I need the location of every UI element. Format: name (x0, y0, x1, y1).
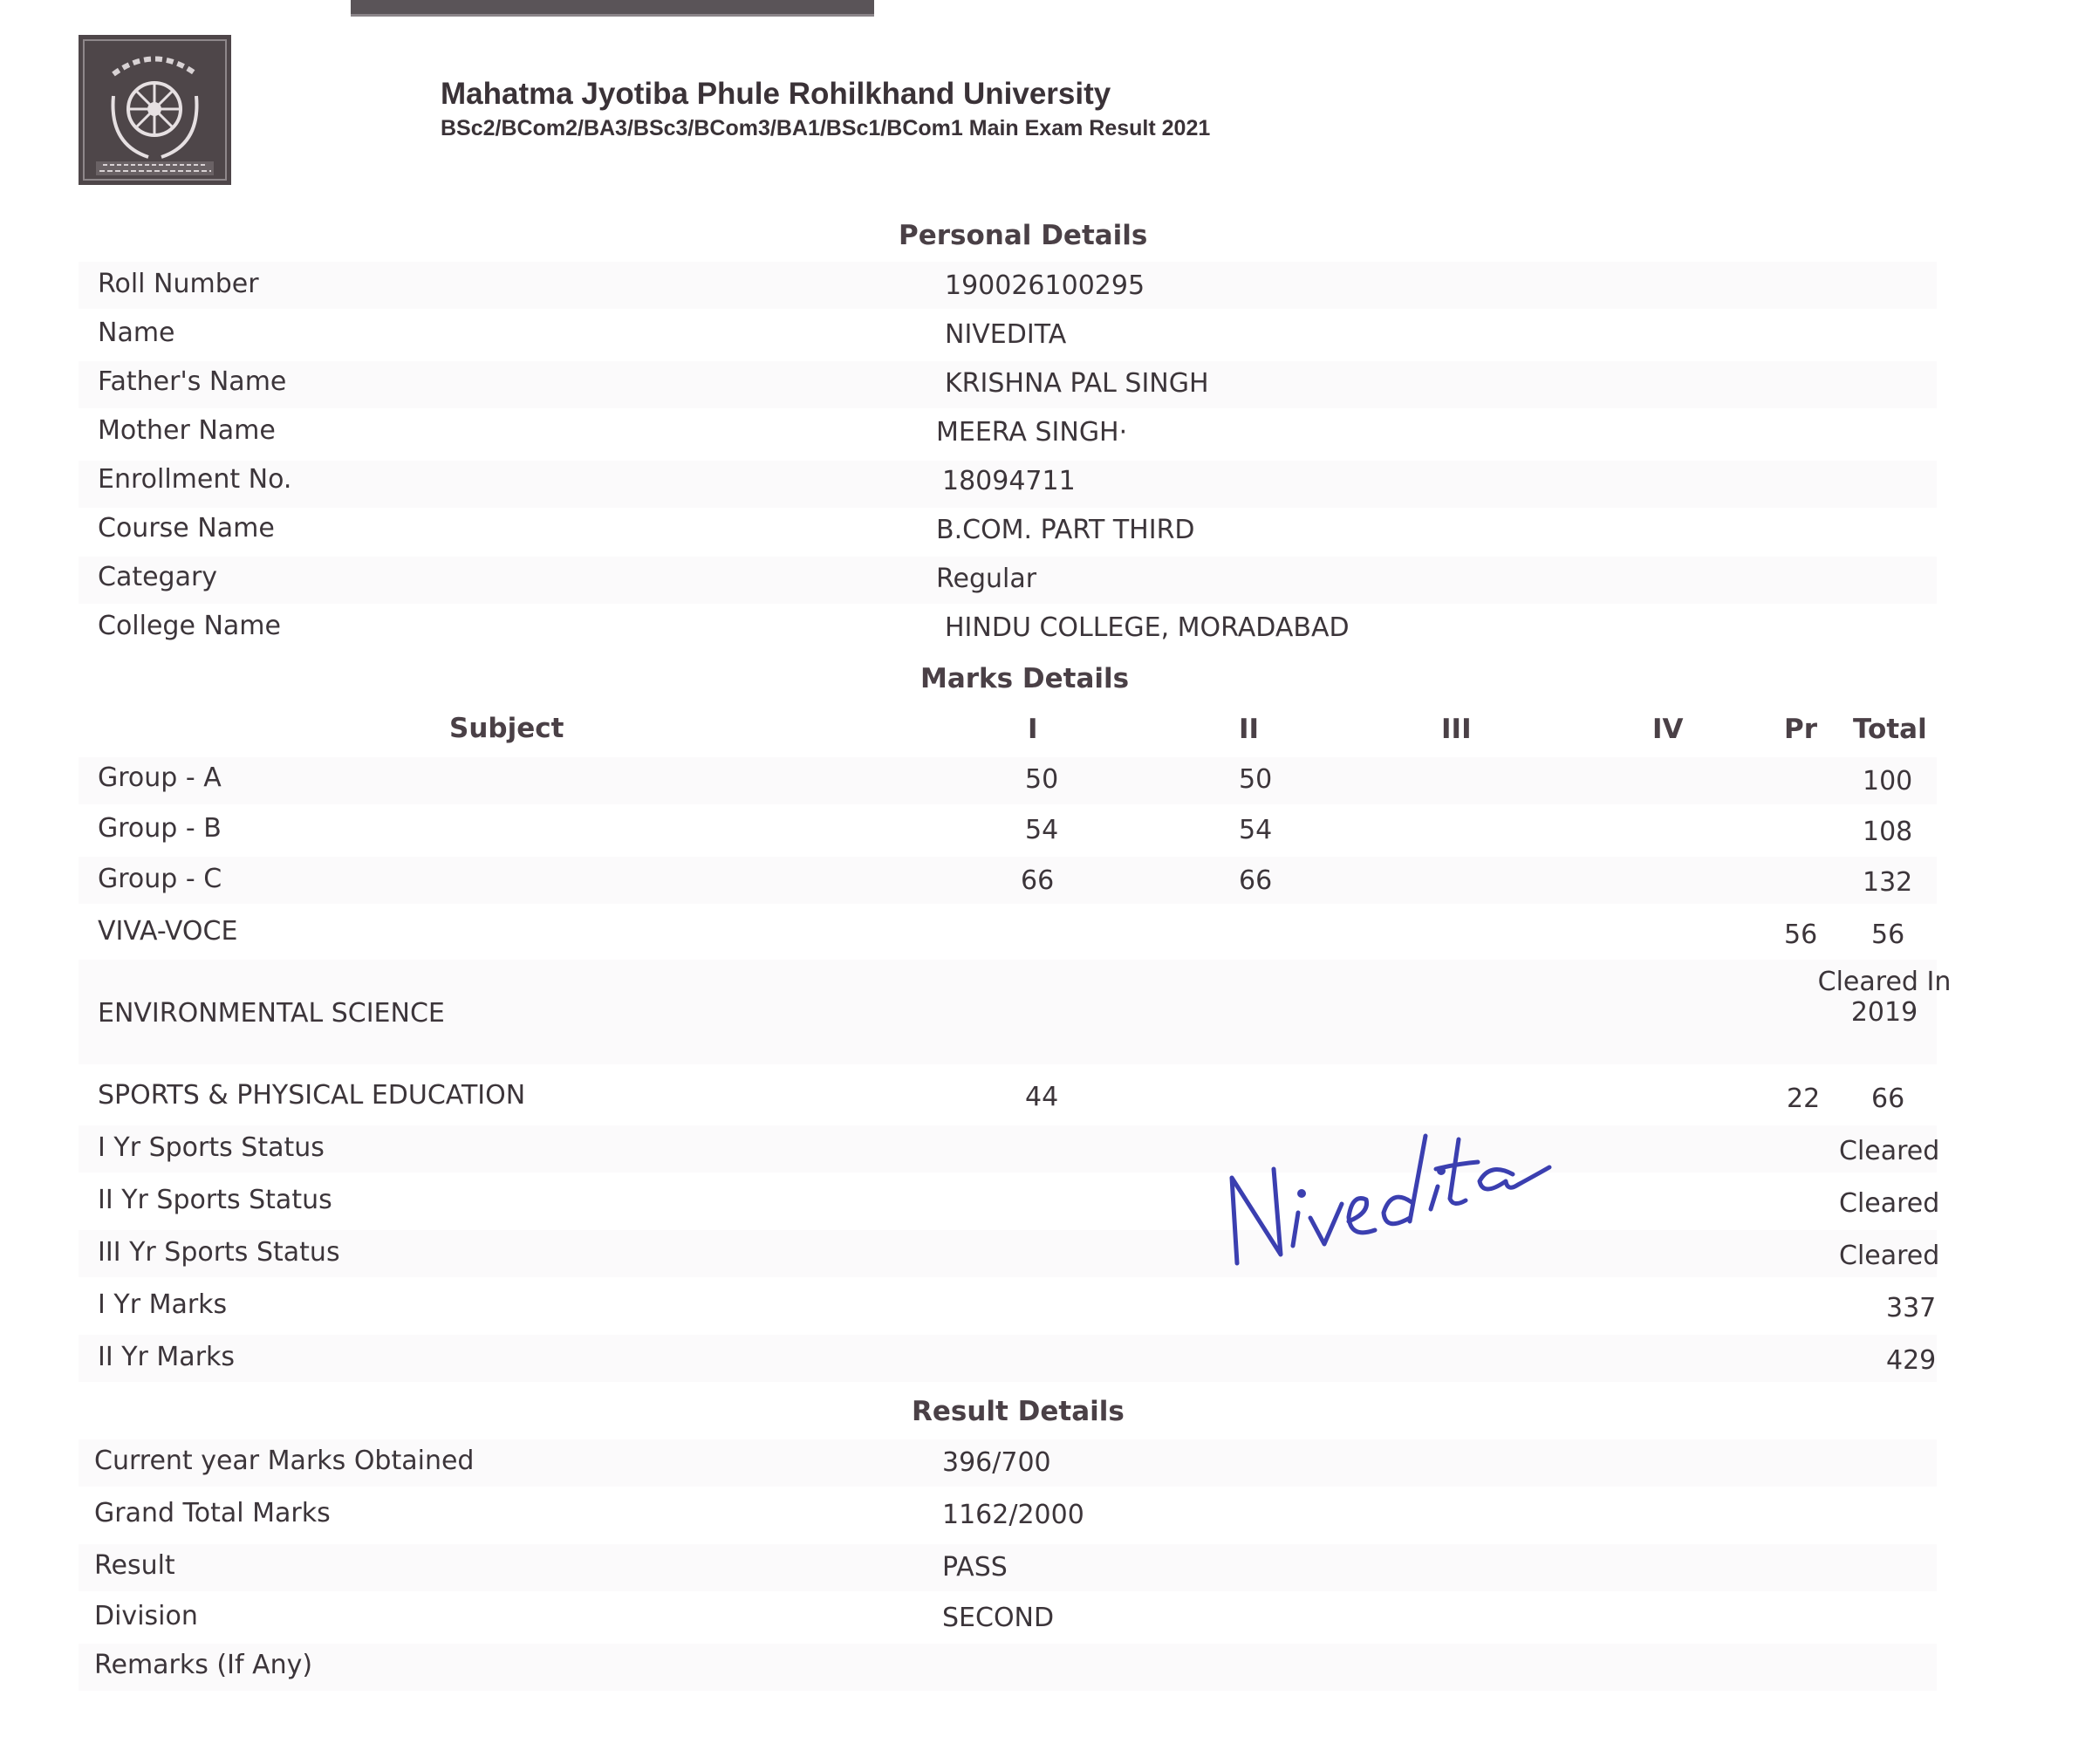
environmental-science-subject: ENVIRONMENTAL SCIENCE (98, 998, 445, 1029)
group-b-i: 54 (1025, 815, 1059, 845)
university-seal-icon (79, 35, 231, 185)
sports-subject: SPORTS & PHYSICAL EDUCATION (98, 1080, 526, 1111)
row-bg (79, 1544, 1937, 1591)
result-value: PASS (942, 1552, 1008, 1583)
group-b-total: 108 (1863, 817, 1913, 847)
college-name-label: College Name (98, 611, 281, 641)
course-name-value: B.COM. PART THIRD (936, 515, 1195, 545)
category-label: Categary (98, 562, 218, 592)
signature-icon (1213, 1091, 1596, 1291)
university-name: Mahatma Jyotiba Phule Rohilkhand University (441, 77, 1111, 111)
sports-pr: 22 (1787, 1084, 1821, 1114)
college-name-value: HINDU COLLEGE, MORADABAD (945, 612, 1350, 643)
sports-i: 44 (1025, 1082, 1059, 1112)
i-yr-sports-status-value: Cleared (1839, 1136, 1940, 1166)
viva-voce-subject: VIVA-VOCE (98, 916, 238, 947)
university-logo (79, 35, 231, 185)
col-total-header: Total (1853, 714, 1927, 745)
roll-number-value: 190026100295 (945, 270, 1145, 301)
name-label: Name (98, 318, 175, 348)
i-yr-sports-status-label: I Yr Sports Status (98, 1132, 325, 1163)
row-bg (79, 1644, 1937, 1691)
group-a-i: 50 (1025, 764, 1059, 795)
group-a-ii: 50 (1239, 764, 1273, 795)
fathers-name-label: Father's Name (98, 366, 287, 397)
group-c-ii: 66 (1239, 865, 1273, 896)
remarks-label: Remarks (If Any) (94, 1650, 313, 1680)
result-label: Result (94, 1550, 175, 1581)
current-year-marks-label: Current year Marks Obtained (94, 1446, 475, 1476)
iii-yr-sports-status-value: Cleared (1839, 1241, 1940, 1271)
sports-total: 66 (1871, 1084, 1905, 1114)
environmental-science-total: Cleared In 2019 (1817, 967, 1952, 1028)
row-bg (79, 757, 1937, 804)
ii-yr-marks-label: II Yr Marks (98, 1342, 236, 1372)
mother-name-value: MEERA SINGH· (936, 417, 1128, 448)
handwritten-signature (1213, 1091, 1596, 1295)
grand-total-label: Grand Total Marks (94, 1498, 331, 1528)
iii-yr-sports-status-label: III Yr Sports Status (98, 1237, 340, 1268)
viva-voce-total: 56 (1871, 920, 1905, 950)
col-pr-header: Pr (1784, 714, 1818, 745)
ii-yr-marks-value: 429 (1886, 1345, 1937, 1376)
enrollment-value: 18094711 (942, 466, 1076, 496)
col-subject-header: Subject (449, 713, 564, 744)
division-value: SECOND (942, 1603, 1055, 1633)
enrollment-label: Enrollment No. (98, 464, 292, 495)
group-b-subject: Group - B (98, 813, 222, 844)
division-label: Division (94, 1601, 198, 1631)
current-year-marks-value: 396/700 (942, 1447, 1051, 1478)
col-iii-header: III (1441, 714, 1472, 745)
i-yr-marks-label: I Yr Marks (98, 1289, 228, 1320)
col-i-header: I (1028, 714, 1038, 745)
group-a-subject: Group - A (98, 762, 222, 793)
group-a-total: 100 (1863, 766, 1913, 797)
group-c-total: 132 (1863, 867, 1913, 898)
mother-name-label: Mother Name (98, 415, 276, 446)
result-details-heading: Result Details (912, 1396, 1125, 1427)
ii-yr-sports-status-value: Cleared (1839, 1188, 1940, 1219)
row-bg (79, 1125, 1940, 1173)
col-ii-header: II (1239, 714, 1260, 745)
roll-number-label: Roll Number (98, 269, 259, 299)
group-c-subject: Group - C (98, 864, 222, 894)
marks-details-heading: Marks Details (920, 663, 1130, 694)
ii-yr-sports-status-label: II Yr Sports Status (98, 1185, 332, 1215)
exam-title: BSc2/BCom2/BA3/BSc3/BCom3/BA1/BSc1/BCom1 Main Exam Result 2021 (441, 116, 1211, 140)
name-value: NIVEDITA (945, 319, 1067, 350)
grand-total-value: 1162/2000 (942, 1500, 1084, 1530)
viva-voce-pr: 56 (1784, 920, 1818, 950)
top-scan-bar (351, 0, 874, 17)
fathers-name-value: KRISHNA PAL SINGH (945, 368, 1209, 399)
personal-details-heading: Personal Details (899, 220, 1148, 251)
row-bg (79, 857, 1937, 904)
category-value: Regular (936, 564, 1037, 594)
row-bg (79, 1230, 1940, 1277)
course-name-label: Course Name (98, 513, 275, 544)
i-yr-marks-value: 337 (1886, 1293, 1937, 1323)
row-bg (79, 1335, 1937, 1382)
col-iv-header: IV (1652, 714, 1684, 745)
group-c-i: 66 (1021, 865, 1055, 896)
group-b-ii: 54 (1239, 815, 1273, 845)
